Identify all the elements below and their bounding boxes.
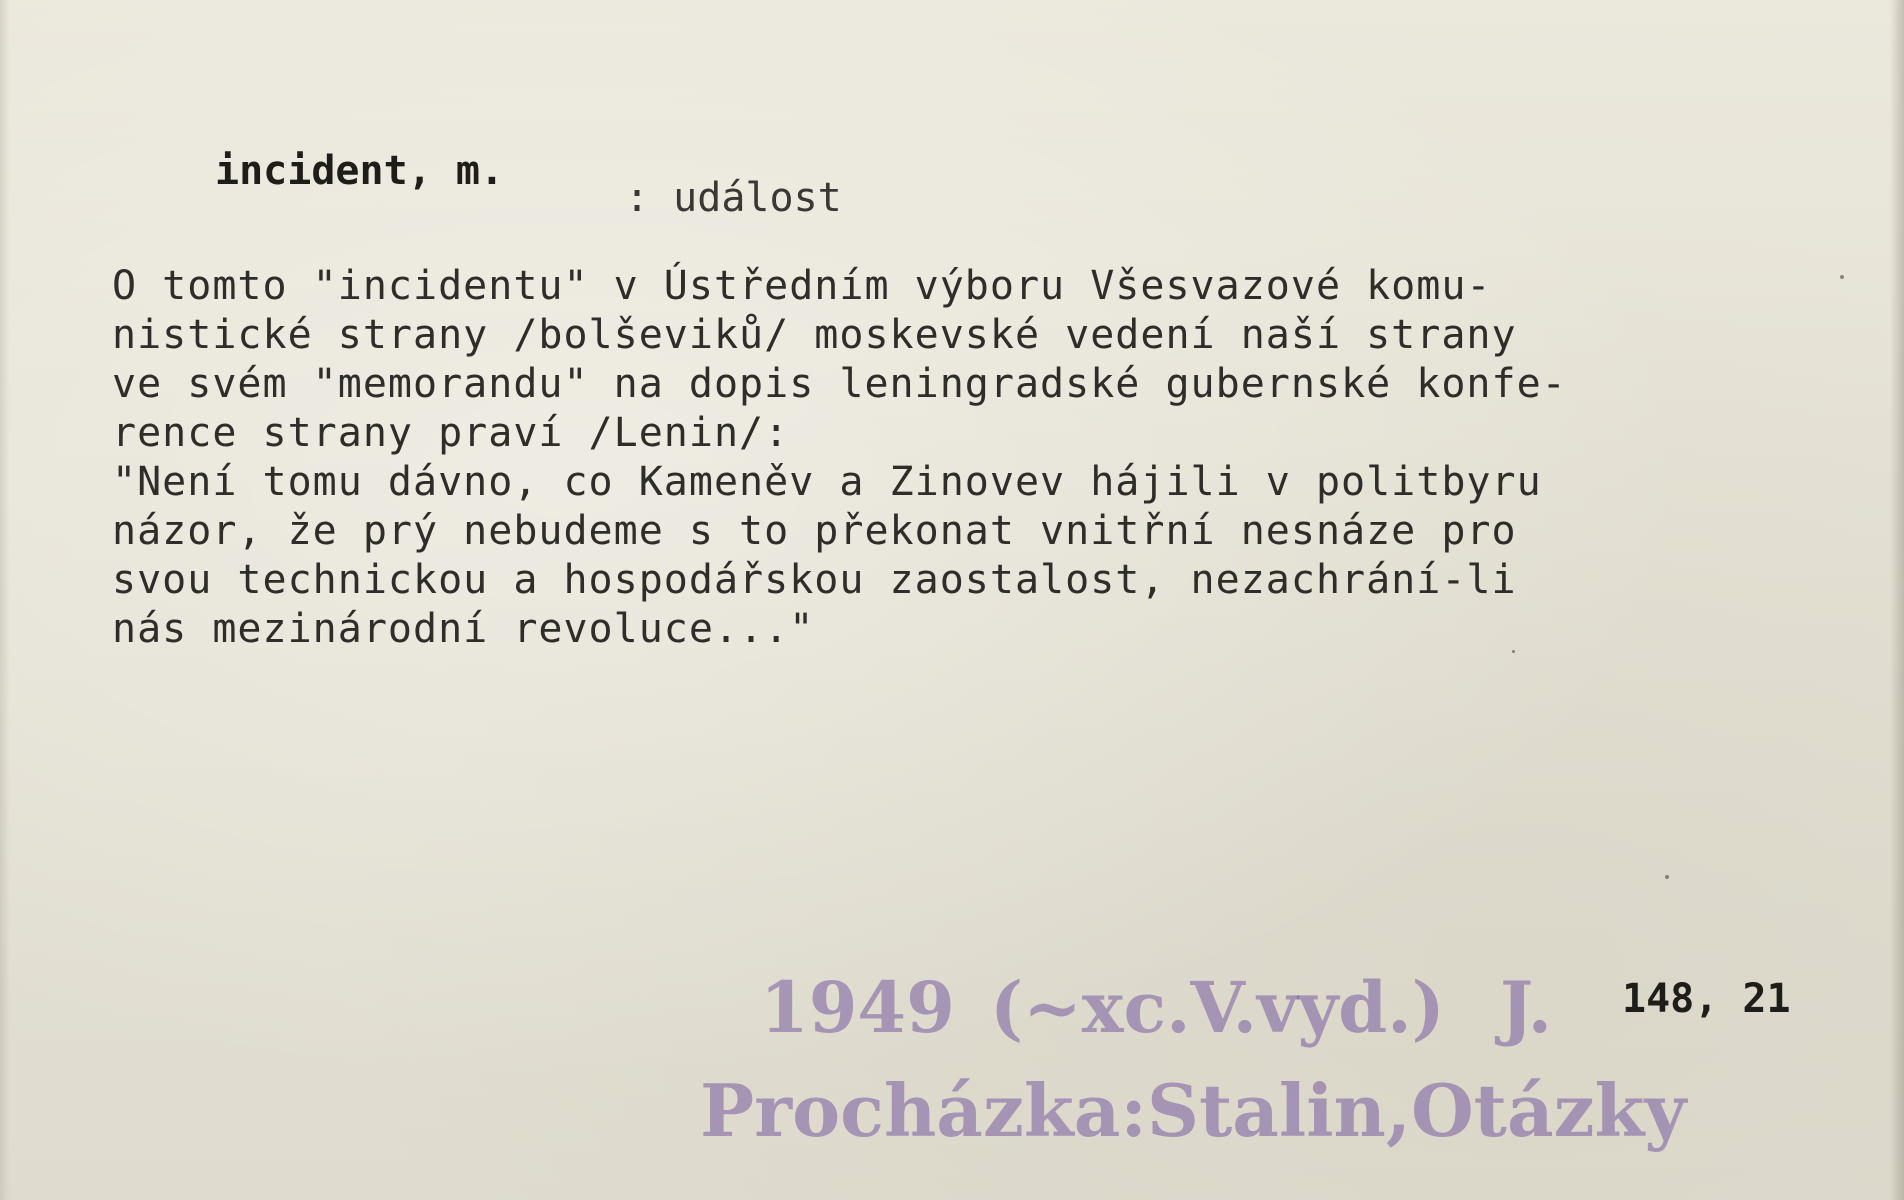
paper-speck — [1665, 875, 1669, 879]
card-right-edge-shadow — [1890, 0, 1904, 1200]
citation-line-6: názor, že prý nebudeme s to překonat vnitřní nesnáze pro — [112, 508, 1517, 554]
stamp-edition: (~xc.V.vyd.) — [990, 966, 1445, 1049]
citation-line-7: svou technickou a hospodářskou zaostalost, nezachrání-li — [112, 557, 1517, 603]
citation-line-3: ve svém "memorandu" na dopis leningradské gubernské konfe- — [112, 361, 1567, 407]
page-reference: 148, 21 — [1622, 976, 1791, 1022]
example-citation — [112, 262, 1872, 654]
stamp-year: 1949 — [760, 966, 955, 1049]
translation-equivalent: : událost — [625, 175, 842, 221]
citation-line-5: "Není tomu dávno, co Kameněv a Zinovev hájili v politbyru — [112, 459, 1542, 505]
card-left-edge-shadow — [0, 0, 10, 1200]
citation-line-4: rence strany praví /Lenin/: — [112, 410, 790, 456]
paper-speck — [1840, 275, 1844, 279]
citation-line-2: nistické strany /bolševiků/ moskevské vedení naší strany — [112, 312, 1517, 358]
headword: incident, m. — [215, 148, 504, 194]
paper-speck — [1512, 650, 1515, 653]
stamp-marker: J. — [1500, 966, 1553, 1049]
citation-line-1: O tomto "incidentu" v Ústředním výboru Všesvazové komu- — [112, 263, 1492, 309]
citation-line-8: nás mezinárodní revoluce..." — [112, 606, 815, 652]
stamp-author-title: Procházka:Stalin,Otázky — [700, 1068, 1687, 1153]
